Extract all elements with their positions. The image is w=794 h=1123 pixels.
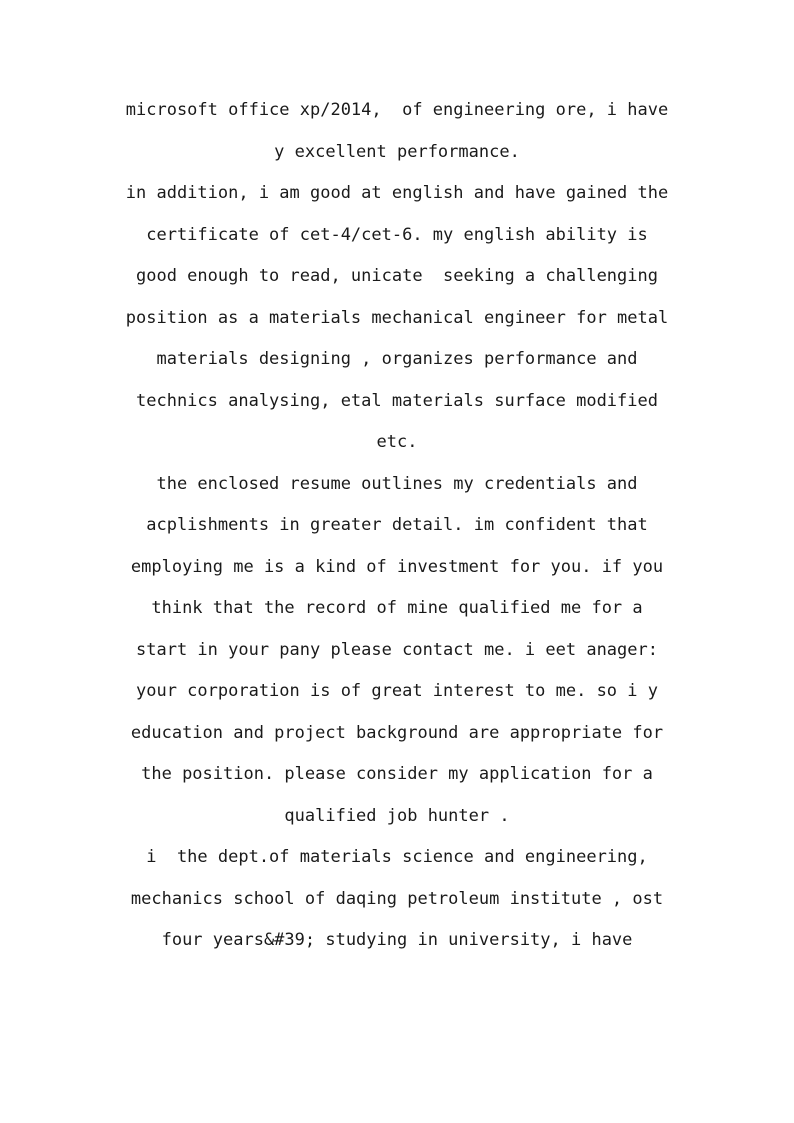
- paragraph-corporation-interest: your corporation is of great interest to me. so i y education and project background are appropriate for the position. please consider my application for a qualified job hunter .: [130, 681, 674, 826]
- paragraph-office-skills: microsoft office xp/2014, of engineering ore, i have y excellent performance.: [125, 100, 679, 162]
- paragraph-enclosed-resume: the enclosed resume outlines my credentials and acplishments in greater detail. im confident that employing me is a kind of investment for you. if you think that the record of mine qualified me for a start in your pany please contact me. i eet anager:: [130, 473, 674, 660]
- paragraph-english-ability: in addition, i am good at english and have gained the certificate of cet-4/cet-6. my english ability is good enough to read, unicate seeking a challenging position as a materials mechanical engineer for metal materials designing , organizes performance and technics analysing, etal materials surface modified etc.: [125, 183, 679, 452]
- paragraph-education: i the dept.of materials science and engineering, mechanics school of daqing petroleum institute , ost four years&#39; studying in university, i have: [130, 847, 674, 950]
- document-body: [124, 90, 679, 962]
